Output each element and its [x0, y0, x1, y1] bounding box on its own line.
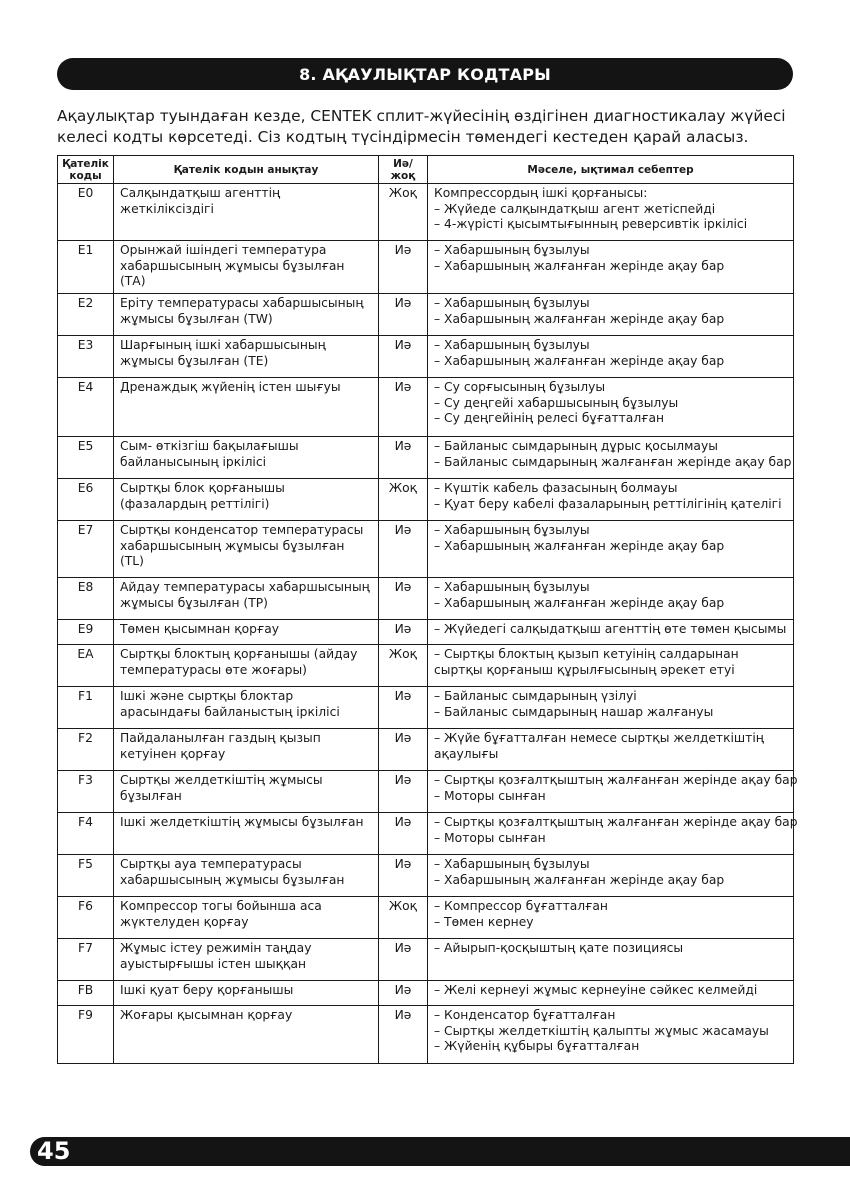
- definition-line: байланысының іркілісі: [120, 454, 267, 469]
- cause-line: – Моторы сынған: [434, 830, 546, 845]
- definition-line: жүктелуден қорғау: [120, 914, 249, 929]
- definition-cell: [114, 729, 379, 771]
- definition-line: бұзылған: [120, 788, 182, 803]
- cause-line: – Хабаршының бұзылуы: [434, 523, 590, 537]
- definition-cell: [114, 1006, 379, 1064]
- table-row: [58, 620, 794, 645]
- definition-line: жұмысы бұзылған (TW): [120, 311, 273, 326]
- cause-line: – Айырып-қосқыштың қате позициясы: [434, 941, 684, 955]
- definition-cell: [114, 897, 379, 939]
- cause-line: – Байланыс сымдарының дұрыс қосылмауы: [434, 439, 718, 453]
- definition-line: жұмысы бұзылған (ТР): [120, 595, 268, 610]
- definition-cell: [114, 241, 379, 294]
- error-code-cell: E4: [58, 378, 114, 437]
- causes-cell: [428, 521, 794, 578]
- table-header-row: [58, 156, 794, 184]
- error-code-cell: E6: [58, 479, 114, 521]
- definition-line: Ішкі қуат беру қорғанышы: [120, 983, 294, 997]
- yes-no-cell: Иә: [379, 855, 428, 897]
- intro-paragraph: [57, 106, 797, 148]
- yes-no-cell: Жоқ: [379, 897, 428, 939]
- causes-cell: [428, 813, 798, 855]
- error-code-cell: F9: [58, 1006, 114, 1064]
- definition-line: хабаршысының жұмысы бұзылған: [120, 538, 345, 553]
- yes-no-cell: Иә: [379, 687, 428, 729]
- error-code-cell: E0: [58, 184, 114, 241]
- definition-line: Дренаждық жүйенің істен шығуы: [120, 380, 341, 394]
- table-row: [58, 294, 794, 336]
- section-title: 8. АҚАУЛЫҚТАР КОДТАРЫ: [299, 64, 551, 84]
- definition-cell: [114, 521, 379, 578]
- cause-line: – Хабаршының жалғанған жерінде ақау бар: [434, 595, 725, 610]
- definition-cell: [114, 294, 379, 336]
- yes-no-cell: Иә: [379, 1006, 428, 1064]
- table-row: [58, 771, 794, 813]
- causes-cell: [428, 855, 794, 897]
- table-row: [58, 241, 794, 294]
- table-row: [58, 897, 794, 939]
- table-row: [58, 336, 794, 378]
- cause-line: – Жүйе бұғатталған немесе сыртқы желдеткіштің: [434, 731, 764, 745]
- yes-no-cell: Иә: [379, 378, 428, 437]
- definition-cell: [114, 620, 379, 645]
- definition-line: жеткіліксіздігі: [120, 201, 214, 216]
- definition-line: Орынжай ішіндегі температура: [120, 243, 327, 257]
- error-codes-table: [57, 155, 798, 1064]
- causes-cell: [428, 336, 794, 378]
- definition-cell: [114, 939, 379, 981]
- cause-line: – Сыртқы желдеткіштің қалыпты жұмыс жасамауы: [434, 1023, 769, 1038]
- error-code-cell: F3: [58, 771, 114, 813]
- definition-line: арасындағы байланыстың іркілісі: [120, 704, 340, 719]
- yes-no-cell: Иә: [379, 771, 428, 813]
- yes-no-cell: Иә: [379, 981, 428, 1006]
- cause-line: Компрессордың ішкі қорғанысы:: [434, 186, 648, 200]
- definition-line: Жұмыс істеу режимін таңдау: [120, 941, 312, 955]
- cause-line: – Жүйедегі салқыдатқыш агенттің өте төмен қысымы: [434, 622, 787, 636]
- error-code-cell: F4: [58, 813, 114, 855]
- definition-line: кетуінен қорғау: [120, 746, 226, 761]
- cause-line: – Жүйенің құбыры бұғатталған: [434, 1039, 640, 1053]
- header-yes-no-line: жоқ: [390, 169, 416, 182]
- cause-line: – Сыртқы блоктың қызып кетуінің салдарынан: [434, 647, 739, 661]
- definition-line: (TL): [120, 554, 144, 568]
- causes-cell: [428, 687, 794, 729]
- cause-line: – Хабаршының жалғанған жерінде ақау бар: [434, 258, 725, 273]
- table-row: [58, 479, 794, 521]
- definition-cell: [114, 479, 379, 521]
- yes-no-cell: Жоқ: [379, 479, 428, 521]
- definition-cell: [114, 336, 379, 378]
- cause-line: – Сыртқы қозғалтқыштың жалғанған жерінде ақау бар: [434, 815, 798, 829]
- intro-line-2: келесі кодты көрсетеді. Сіз кодтың түсіндірмесін төмендегі кестеден қарай аласыз.: [57, 128, 749, 146]
- header-yes-no: [379, 156, 428, 184]
- definition-line: (фазалардың реттілігі): [120, 496, 270, 511]
- error-code-cell: E3: [58, 336, 114, 378]
- definition-line: Төмен қысымнан қорғау: [120, 622, 280, 636]
- causes-cell: [428, 578, 794, 620]
- table-row: [58, 1006, 794, 1064]
- causes-cell: [428, 1006, 794, 1064]
- definition-cell: [114, 855, 379, 897]
- cause-line: – Су деңгейінің релесі бұғатталған: [434, 411, 665, 425]
- definition-line: Пайдаланылған газдың қызып: [120, 731, 321, 745]
- footer-bar: [30, 1137, 850, 1166]
- yes-no-cell: Иә: [379, 336, 428, 378]
- header-definition: Қателік кодын анықтау: [114, 156, 379, 184]
- yes-no-cell: Иә: [379, 729, 428, 771]
- cause-line: – Хабаршының жалғанған жерінде ақау бар: [434, 538, 725, 553]
- definition-line: Еріту температурасы хабаршысының: [120, 296, 364, 310]
- definition-cell: [114, 771, 379, 813]
- definition-cell: [114, 687, 379, 729]
- cause-line: – Байланыс сымдарының үзілуі: [434, 689, 637, 703]
- cause-line: – Су сорғысының бұзылуы: [434, 380, 606, 394]
- cause-line: – Қуат беру кабелі фазаларының реттілігінің қателігі: [434, 496, 782, 511]
- cause-line: – Су деңгейі хабаршысының бұзылуы: [434, 395, 679, 410]
- causes-cell: [428, 479, 794, 521]
- definition-line: жұмысы бұзылған (ТЕ): [120, 353, 269, 368]
- cause-line: – Хабаршының бұзылуы: [434, 338, 590, 352]
- table-row: [58, 855, 794, 897]
- error-code-cell: F5: [58, 855, 114, 897]
- cause-line: – Конденсатор бұғатталған: [434, 1008, 616, 1022]
- error-code-cell: E7: [58, 521, 114, 578]
- yes-no-cell: Жоқ: [379, 184, 428, 241]
- causes-cell: [428, 184, 794, 241]
- definition-line: хабаршысының жұмысы бұзылған: [120, 258, 345, 273]
- yes-no-cell: Иә: [379, 578, 428, 620]
- causes-cell: [428, 645, 794, 687]
- definition-line: температурасы өте жоғары): [120, 662, 307, 677]
- header-yes-no-line: Иә/: [393, 157, 413, 170]
- definition-cell: [114, 578, 379, 620]
- table-row: [58, 378, 794, 437]
- cause-line: – Байланыс сымдарының жалғанған жерінде ақау бар: [434, 454, 792, 469]
- cause-line: – Компрессор бұғатталған: [434, 899, 608, 913]
- error-code-cell: E8: [58, 578, 114, 620]
- definition-line: Ішкі желдеткіштің жұмысы бұзылған: [120, 815, 364, 829]
- cause-line: – Төмен кернеу: [434, 914, 534, 929]
- definition-line: (ТА): [120, 274, 146, 288]
- cause-line: – Күштік кабель фазасының болмауы: [434, 481, 678, 495]
- cause-line: – Моторы сынған: [434, 788, 546, 803]
- table-row: [58, 939, 794, 981]
- definition-line: Компрессор тогы бойынша аса: [120, 899, 322, 913]
- definition-cell: [114, 645, 379, 687]
- error-code-cell: F6: [58, 897, 114, 939]
- cause-line: – Хабаршының жалғанған жерінде ақау бар: [434, 353, 725, 368]
- cause-line: – Сыртқы қозғалтқыштың жалғанған жерінде ақау бар: [434, 773, 798, 787]
- cause-line: – 4-жүрісті қысымтығынның реверсивтік іркілісі: [434, 217, 748, 231]
- table-row: [58, 729, 794, 771]
- table-row: [58, 184, 794, 241]
- error-code-cell: EA: [58, 645, 114, 687]
- causes-cell: [428, 939, 794, 981]
- causes-cell: [428, 897, 794, 939]
- yes-no-cell: Иә: [379, 241, 428, 294]
- definition-cell: [114, 981, 379, 1006]
- definition-line: Жоғары қысымнан қорғау: [120, 1008, 293, 1022]
- causes-cell: [428, 981, 794, 1006]
- table-row: [58, 981, 794, 1006]
- table-row: [58, 437, 794, 479]
- definition-line: Сыртқы желдеткіштің жұмысы: [120, 773, 323, 787]
- table-row: [58, 521, 794, 578]
- yes-no-cell: Иә: [379, 939, 428, 981]
- cause-line: – Хабаршының бұзылуы: [434, 243, 590, 257]
- table-row: [58, 578, 794, 620]
- yes-no-cell: Иә: [379, 620, 428, 645]
- causes-cell: [428, 378, 794, 437]
- error-code-cell: F2: [58, 729, 114, 771]
- definition-line: хабаршысының жұмысы бұзылған: [120, 872, 345, 887]
- cause-line: – Хабаршының бұзылуы: [434, 580, 590, 594]
- definition-line: ауыстырғышы істен шыққан: [120, 956, 307, 971]
- header-causes: Мәселе, ықтимал себептер: [428, 156, 794, 184]
- cause-line: – Байланыс сымдарының нашар жалғануы: [434, 704, 714, 719]
- definition-line: Сыртқы блок қорғанышы: [120, 481, 285, 495]
- cause-line: – Хабаршының жалғанған жерінде ақау бар: [434, 872, 725, 887]
- definition-line: Сыртқы ауа температурасы: [120, 857, 302, 871]
- header-code-line: Қателік: [62, 157, 109, 170]
- causes-cell: [428, 294, 794, 336]
- error-code-cell: E9: [58, 620, 114, 645]
- yes-no-cell: Иә: [379, 294, 428, 336]
- definition-line: Сым- өткізгіш бақылағышы: [120, 439, 299, 453]
- error-code-cell: F1: [58, 687, 114, 729]
- page-number: 45: [37, 1137, 71, 1165]
- causes-cell: [428, 241, 794, 294]
- causes-cell: [428, 437, 794, 479]
- error-code-cell: E2: [58, 294, 114, 336]
- header-code-line: коды: [69, 169, 102, 182]
- cause-line: – Желі кернеуі жұмыс кернеуіне сәйкес келмейді: [434, 983, 758, 997]
- cause-line: – Жүйеде салқындатқыш агент жетіспейді: [434, 201, 716, 216]
- error-code-cell: E5: [58, 437, 114, 479]
- error-code-cell: FB: [58, 981, 114, 1006]
- cause-line: сыртқы қорғаныш құрылғысының әрекет етуі: [434, 662, 735, 677]
- table-row: [58, 645, 794, 687]
- definition-cell: [114, 378, 379, 437]
- definition-line: Сыртқы блоктың қорғанышы (айдау: [120, 647, 358, 661]
- definition-line: Ішкі және сыртқы блоктар: [120, 689, 294, 703]
- definition-cell: [114, 437, 379, 479]
- table-row: [58, 813, 794, 855]
- intro-line-1: Ақаулықтар туындаған кезде, CENTEK сплит-жүйесінің өздігінен диагностикалау жүйесі: [57, 107, 786, 125]
- definition-line: Сыртқы конденсатор температурасы: [120, 523, 364, 537]
- definition-line: Салқындатқыш агенттің: [120, 186, 281, 200]
- yes-no-cell: Иә: [379, 437, 428, 479]
- table-row: [58, 687, 794, 729]
- header-code: [58, 156, 114, 184]
- cause-line: – Хабаршының бұзылуы: [434, 296, 590, 310]
- definition-line: Айдау температурасы хабаршысының: [120, 580, 370, 594]
- error-code-cell: E1: [58, 241, 114, 294]
- causes-cell: [428, 729, 794, 771]
- definition-line: Шарғының ішкі хабаршысының: [120, 338, 326, 352]
- yes-no-cell: Иә: [379, 521, 428, 578]
- section-header-bar: [57, 58, 793, 90]
- causes-cell: [428, 771, 798, 813]
- definition-cell: [114, 813, 379, 855]
- yes-no-cell: Жоқ: [379, 645, 428, 687]
- cause-line: ақаулығы: [434, 746, 499, 761]
- error-code-cell: F7: [58, 939, 114, 981]
- yes-no-cell: Иә: [379, 813, 428, 855]
- cause-line: – Хабаршының жалғанған жерінде ақау бар: [434, 311, 725, 326]
- definition-cell: [114, 184, 379, 241]
- cause-line: – Хабаршының бұзылуы: [434, 857, 590, 871]
- causes-cell: [428, 620, 794, 645]
